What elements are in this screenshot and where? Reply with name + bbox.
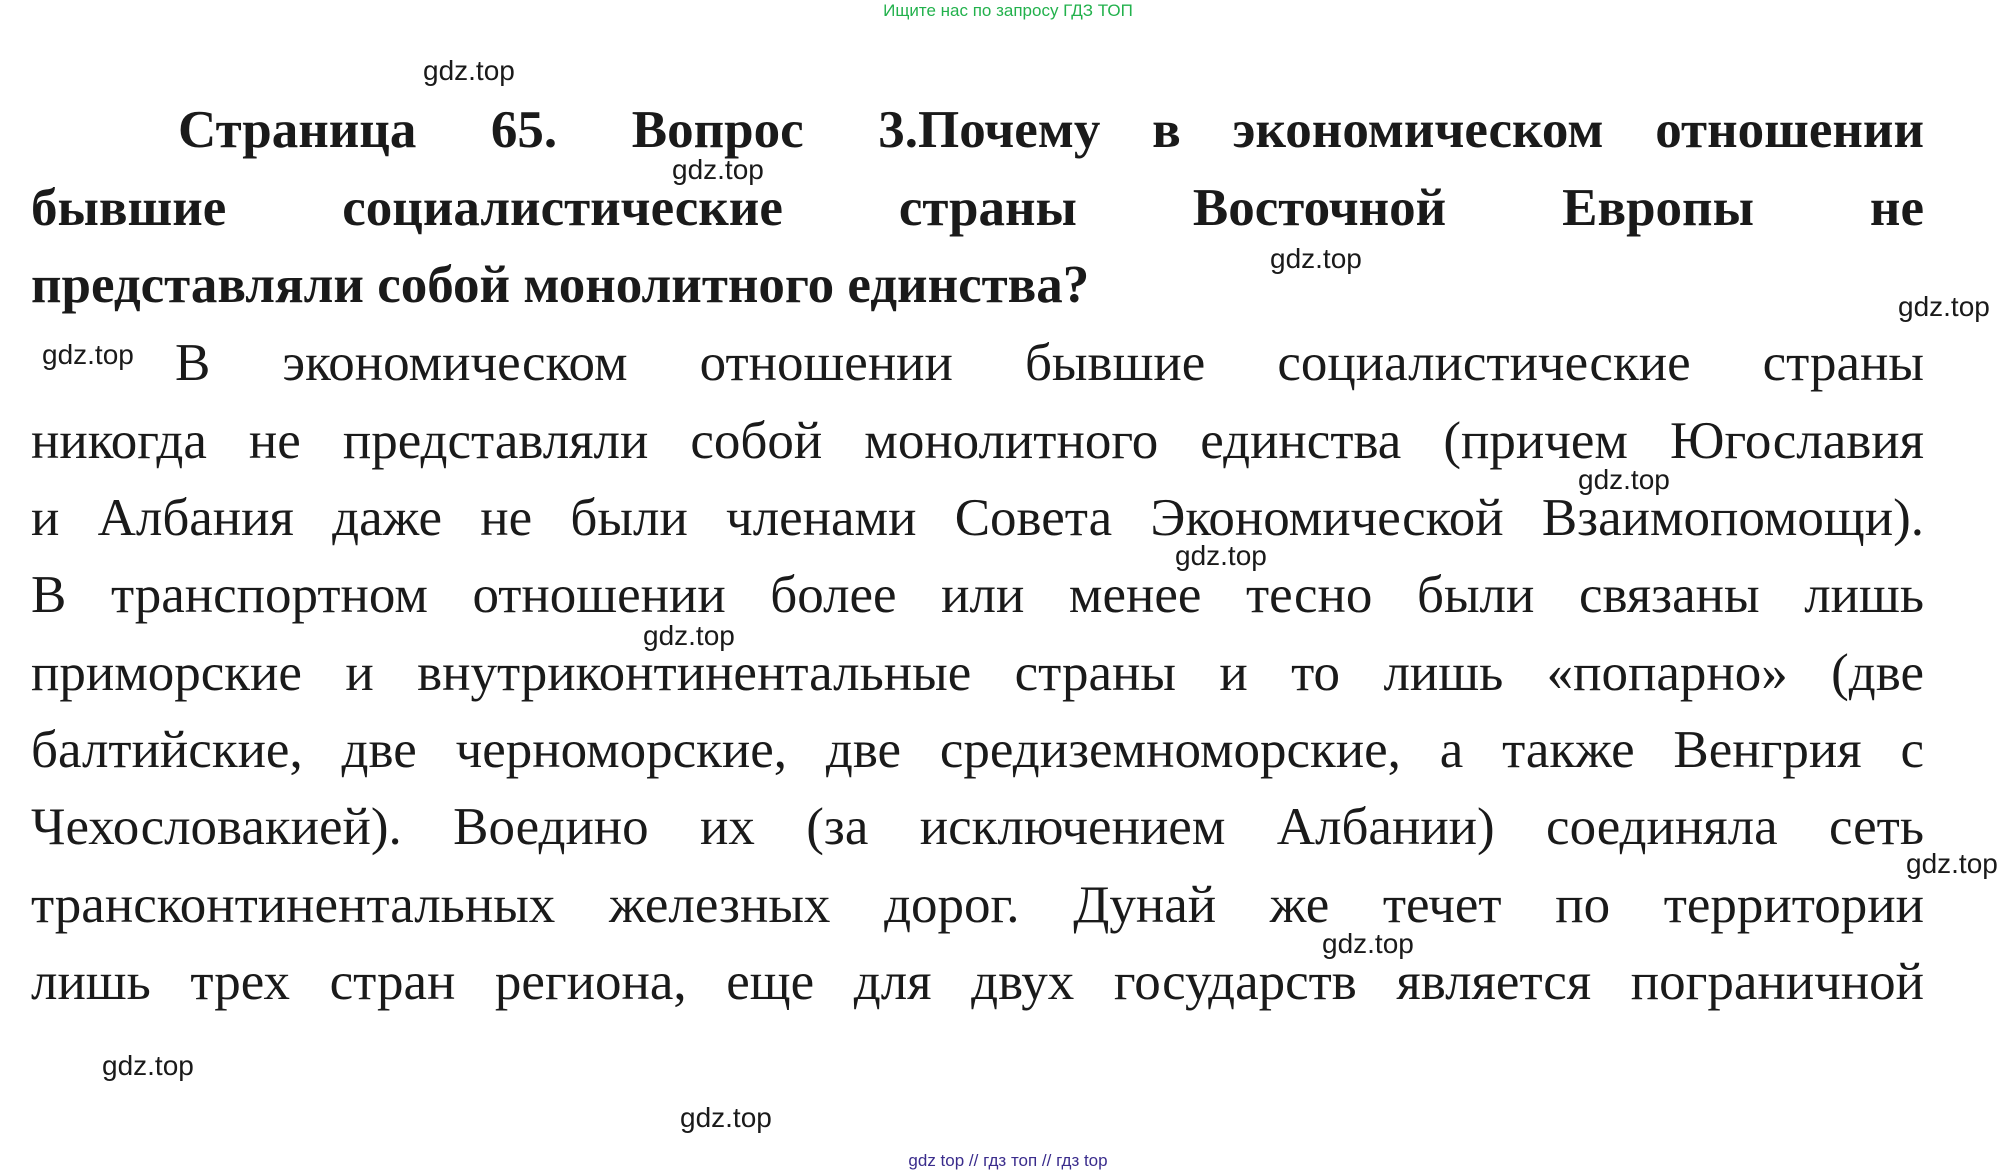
watermark: gdz.top <box>1270 243 1362 274</box>
question-line-2: бывшие социалистические страны Восточной Европы не <box>31 179 1924 237</box>
answer-line-7: Чехословакией). Воедино их (за исключением Албании) соединяла сеть <box>31 798 1924 856</box>
answer-line-9: лишь трех стран региона, еще для двух государств является пограничной <box>31 953 1924 1011</box>
answer-line-2: никогда не представляли собой монолитного единства (причем Югославия <box>31 412 1924 470</box>
watermark: gdz.top <box>680 1102 772 1133</box>
watermark: gdz.top <box>423 55 515 86</box>
answer-line-3: и Албания даже не были членами Совета Экономической Взаимопомощи). <box>31 489 1924 547</box>
watermark: gdz.top <box>672 154 764 185</box>
search-banner: Ищите нас по запросу ГДЗ ТОП <box>883 1 1133 20</box>
watermark: gdz.top <box>1906 848 1998 879</box>
watermark: gdz.top <box>1322 928 1414 959</box>
watermark: gdz.top <box>1578 464 1670 495</box>
question-number: Страница 65. Вопрос 3. <box>178 101 918 159</box>
answer-line-1: В экономическом отношении бывшие социалистические страны <box>175 334 1924 392</box>
answer-line-8: трансконтинентальных железных дорог. Дунай же течет по территории <box>31 876 1924 934</box>
watermark: gdz.top <box>102 1050 194 1081</box>
footer-links: gdz top // гдз топ // гдз top <box>908 1151 1108 1170</box>
question-text-1: Почему в экономическом отношении <box>918 101 1924 159</box>
answer-line-5: приморские и внутриконтинентальные страны и то лишь «попарно» (две <box>31 644 1924 702</box>
question-line-1 <box>178 100 1924 160</box>
answer-line-6: балтийские, две черноморские, две средиземноморские, а также Венгрия с <box>31 721 1924 779</box>
watermark: gdz.top <box>643 620 735 651</box>
answer-line-4: В транспортном отношении более или менее тесно были связаны лишь <box>31 566 1924 624</box>
watermark: gdz.top <box>1898 291 1990 322</box>
question-line-3: представляли собой монолитного единства? <box>31 256 1090 314</box>
watermark: gdz.top <box>1175 540 1267 571</box>
watermark: gdz.top <box>42 339 134 370</box>
